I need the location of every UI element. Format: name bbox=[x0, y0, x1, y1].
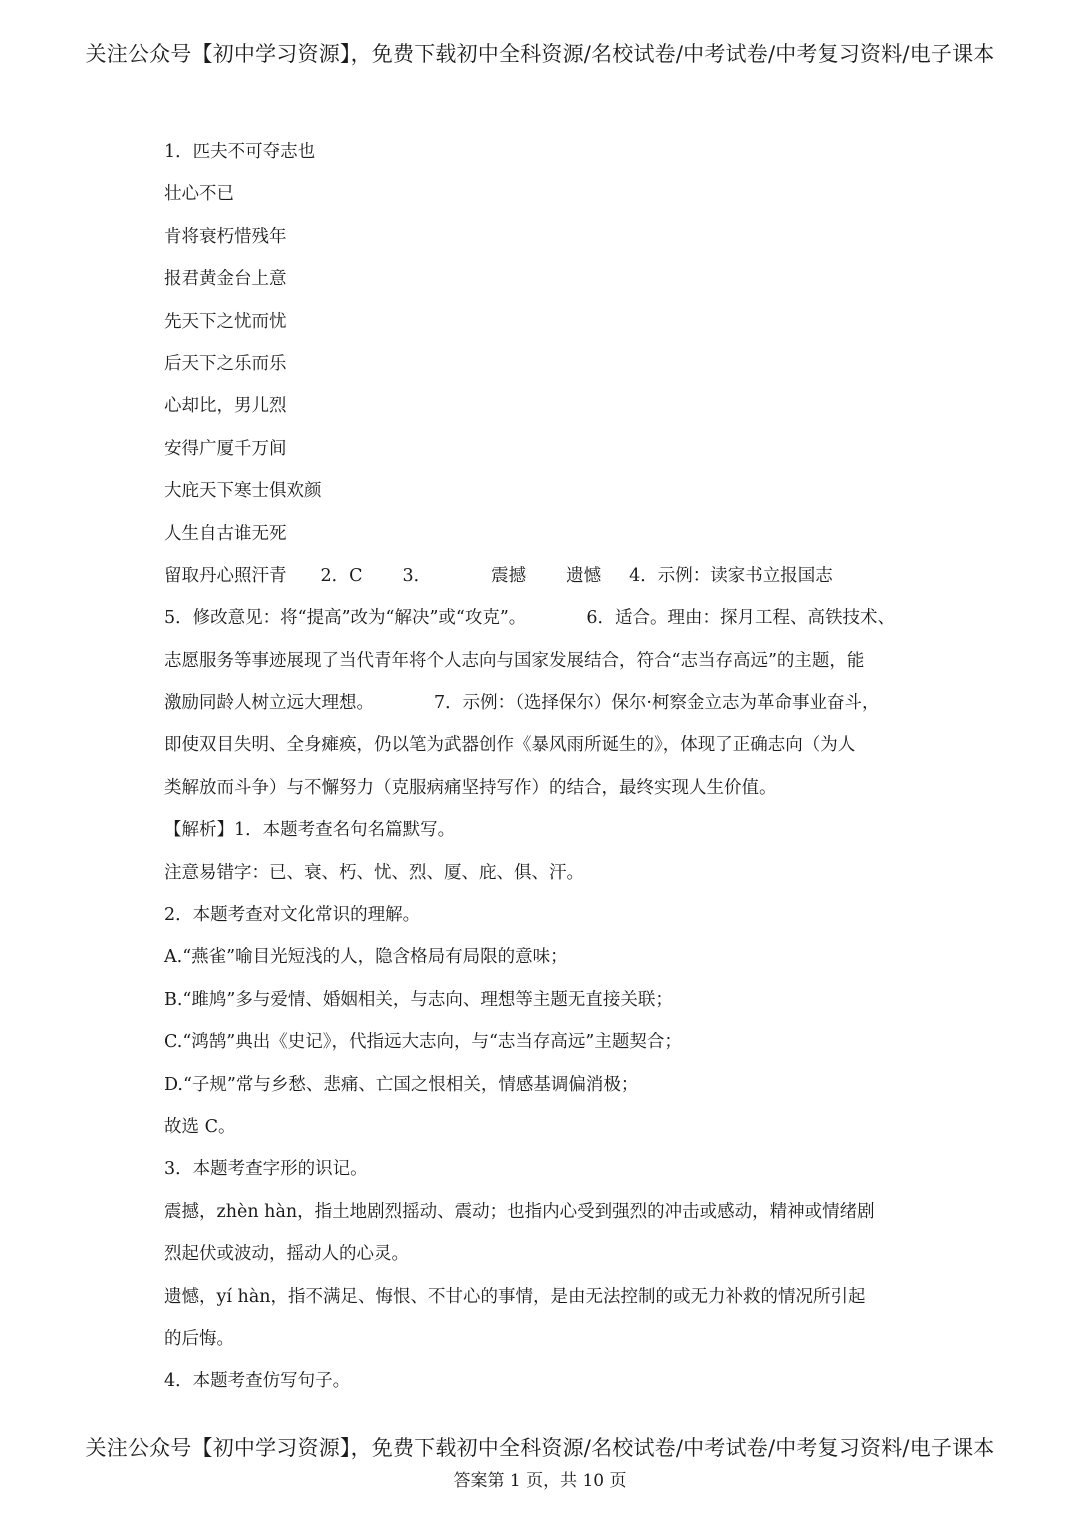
answer-q3-word1: 震撼 bbox=[491, 565, 527, 586]
answer-poem-last: 留取丹心照汗青 bbox=[164, 565, 287, 586]
answer-line: 壮心不已 bbox=[164, 184, 234, 205]
answer-line: 人生自古谁无死 bbox=[164, 523, 287, 544]
answer-line: 报君黄金台上意 bbox=[164, 269, 287, 290]
answer-line: 即使双目失明、全身瘫痪，仍以笔为武器创作《暴风雨所诞生的》，体现了正确志向（为人 bbox=[164, 735, 856, 756]
answer-q6: 6．适合。理由：探月工程、高铁技术、 bbox=[586, 608, 895, 629]
answer-q4: 4．示例：读家书立报国志 bbox=[629, 565, 833, 586]
analysis-line: 注意易错字：已、衰、朽、忧、烈、厦、庇、俱、汗。 bbox=[164, 862, 584, 883]
answer-line: 类解放而斗争）与不懈努力（克服病痛坚持写作）的结合，最终实现人生价值。 bbox=[164, 777, 777, 798]
analysis-line: 震撼，zhèn hàn，指土地剧烈摇动、震动；也指内心受到强烈的冲击或感动，精神或情绪剧 bbox=[164, 1201, 875, 1222]
answer-line: 1．匹夫不可夺志也 bbox=[164, 142, 316, 162]
answer-content bbox=[164, 138, 934, 1410]
analysis-line: 故选 C。 bbox=[164, 1116, 236, 1137]
answer-line: 志愿服务等事迹展现了当代青年将个人志向与国家发展结合，符合“志当存高远”的主题，能 bbox=[164, 650, 865, 671]
answer-line: 安得广厦千万间 bbox=[164, 438, 287, 459]
answer-q6-end: 激励同龄人树立远大理想。 bbox=[164, 693, 374, 714]
analysis-line: D.“子规”常与乡愁、悲痛、亡国之恨相关，情感基调偏消极； bbox=[164, 1074, 639, 1095]
analysis-line: A.“燕雀”喻目光短浅的人，隐含格局有局限的意味； bbox=[164, 947, 568, 968]
analysis-line: 3．本题考查字形的识记。 bbox=[164, 1159, 368, 1180]
analysis-line: 【解析】1．本题考查名句名篇默写。 bbox=[164, 820, 456, 841]
analysis-line: 烈起伏或波动，摇动人的心灵。 bbox=[164, 1244, 409, 1265]
answer-line: 心却比，男儿烈 bbox=[164, 396, 287, 417]
header-banner: 关注公众号【初中学习资源】，免费下载初中全科资源/名校试卷/中考试卷/中考复习资料/电子课本 bbox=[85, 42, 995, 66]
analysis-line: 4．本题考查仿写句子。 bbox=[164, 1371, 351, 1392]
answer-line: 先天下之忧而忧 bbox=[164, 311, 287, 332]
answer-line: 后天下之乐而乐 bbox=[164, 353, 287, 374]
answer-q2: 2．C bbox=[320, 565, 363, 586]
analysis-line: 遗憾，yí hàn，指不满足、悔恨、不甘心的事情，是由无法控制的或无力补救的情况所引起 bbox=[164, 1286, 866, 1307]
answer-q3: 3． bbox=[402, 565, 432, 586]
answer-line: 大庇天下寒士俱欢颜 bbox=[164, 481, 322, 502]
answer-q7: 7．示例：（选择保尔）保尔·柯察金立志为革命事业奋斗， bbox=[434, 693, 880, 714]
answer-q5: 5．修改意见：将“提高”改为“解决”或“攻克”。 bbox=[164, 608, 527, 629]
answer-q3-word2: 遗憾 bbox=[566, 565, 602, 586]
analysis-line: 的后悔。 bbox=[164, 1328, 234, 1349]
page-number: 答案第 1 页，共 10 页 bbox=[453, 1471, 627, 1491]
answer-line-mixed bbox=[164, 689, 934, 731]
analysis-line: 2．本题考查对文化常识的理解。 bbox=[164, 905, 421, 926]
answer-line-mixed bbox=[164, 604, 934, 646]
answer-line-mixed bbox=[164, 562, 934, 604]
analysis-line: B.“雎鸠”多与爱情、婚姻相关，与志向、理想等主题无直接关联； bbox=[164, 989, 673, 1010]
answer-line: 肯将衰朽惜残年 bbox=[164, 226, 287, 247]
footer-banner: 关注公众号【初中学习资源】，免费下载初中全科资源/名校试卷/中考试卷/中考复习资料/电子课本 bbox=[85, 1436, 995, 1460]
analysis-line: C.“鸿鹄”典出《史记》，代指远大志向，与“志当存高远”主题契合； bbox=[164, 1032, 682, 1053]
